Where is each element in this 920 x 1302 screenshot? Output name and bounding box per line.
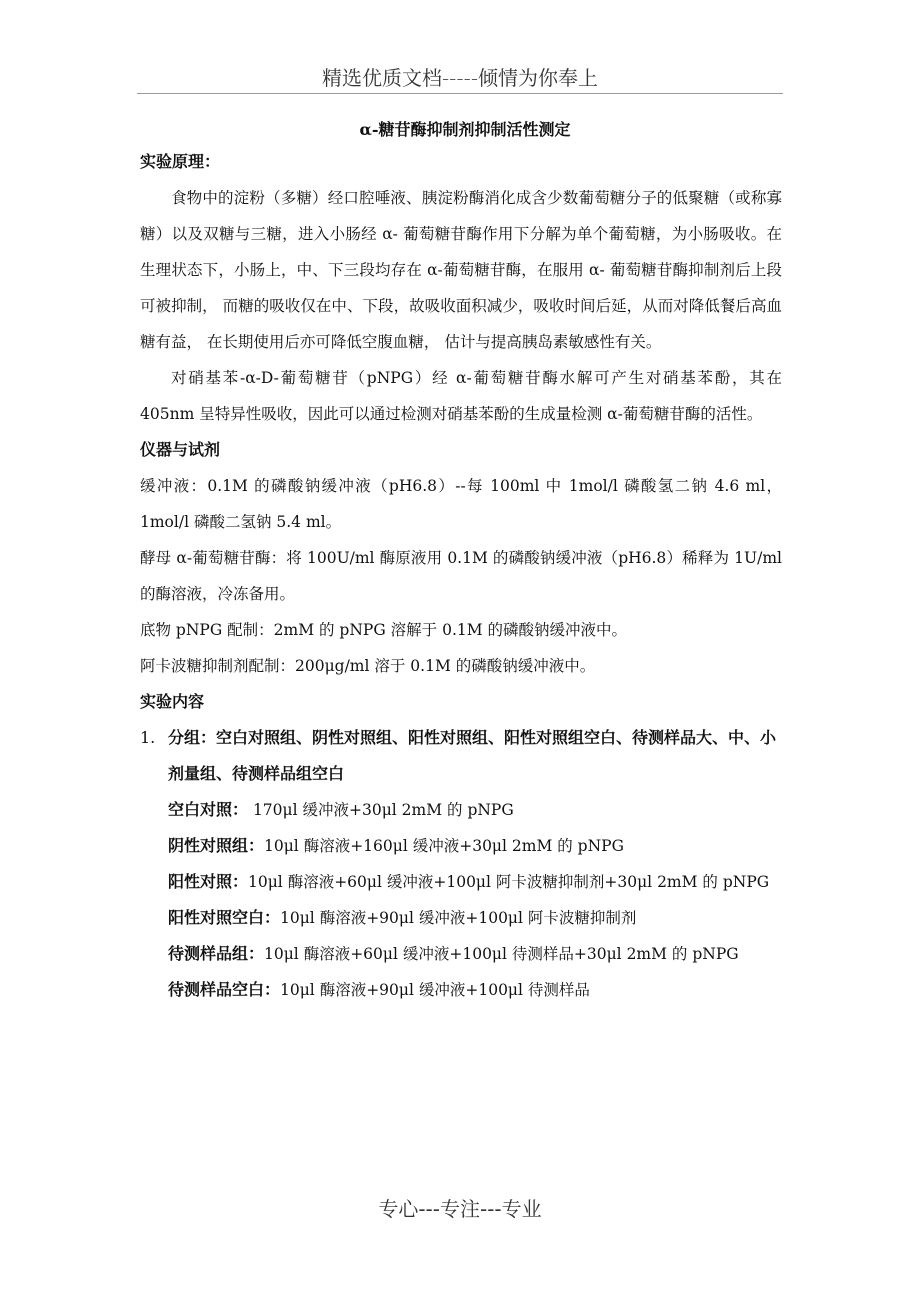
reagent-enzyme: 酵母 α-葡萄糖苷酶：将 100U/ml 酶原液用 0.1M 的磷酸钠缓冲液（pH6.8）稀释为 1U/ml 的酶溶液，冷冻备用。: [140, 549, 782, 603]
group-label: 空白对照：: [168, 800, 249, 819]
group-label: 阳性对照：: [168, 872, 249, 891]
group-recipe: 10μl 酶溶液+60μl 缓冲液+100μl 待测样品+30μl 2mM 的 pNPG: [264, 945, 739, 963]
group-recipe: 10μl 酶溶液+90μl 缓冲液+100μl 待测样品: [280, 981, 590, 999]
group-recipe: 10μl 酶溶液+90μl 缓冲液+100μl 阿卡波糖抑制剂: [280, 909, 637, 927]
principle-paragraph-2: 对硝基苯-α-D-葡萄糖苷（pNPG）经 α-葡萄糖苷酶水解可产生对硝基苯酚，其在 405nm 呈特异性吸收，因此可以通过检测对硝基苯酚的生成量检测 α-葡萄糖苷酶的活性。: [140, 369, 782, 423]
group-recipe: 10μl 酶溶液+160μl 缓冲液+30μl 2mM 的 pNPG: [264, 837, 624, 855]
reagent-inhibitor: 阿卡波糖抑制剂配制：200μg/ml 溶于 0.1M 的磷酸钠缓冲液中。: [140, 657, 596, 675]
reagent-buffer: 缓冲液：0.1M 的磷酸钠缓冲液（pH6.8）--每 100ml 中 1mol/l 磷酸氢二钠 4.6 ml，1mol/l 磷酸二氢钠 5.4 ml。: [140, 477, 782, 531]
document-body: [140, 116, 782, 1008]
group-label: 待测样品组：: [168, 944, 265, 963]
group-label: 阴性对照组：: [168, 836, 265, 855]
section-heading-principle: 实验原理：: [140, 152, 221, 171]
page-footer: 专心---专注---专业: [378, 1197, 542, 1221]
page-header: 精选优质文档-----倾情为你奉上: [321, 66, 599, 90]
step-1-text: 分组：空白对照组、阴性对照组、阳性对照组、阳性对照组空白、待测样品大、中、小剂量组、待测样品组空白: [168, 728, 777, 783]
group-blank-control: [140, 792, 782, 828]
group-recipe: 10μl 酶溶液+60μl 缓冲液+100μl 阿卡波糖抑制剂+30μl 2mM 的 pNPG: [248, 873, 770, 891]
document-title: α-糖苷酶抑制剂抑制活性测定: [359, 120, 571, 139]
group-test-sample-blank: [140, 972, 782, 1008]
group-test-sample: [140, 936, 782, 972]
section-heading-content: 实验内容: [140, 692, 205, 711]
group-recipe: 170μl 缓冲液+30μl 2mM 的 pNPG: [248, 801, 514, 819]
group-positive-control-blank: [140, 900, 782, 936]
step-number: 1.: [140, 728, 156, 747]
group-label: 阳性对照空白：: [168, 908, 281, 927]
group-positive-control: [140, 864, 782, 900]
group-negative-control: [140, 828, 782, 864]
step-1: [140, 720, 782, 792]
header-divider: [137, 93, 783, 94]
group-label: 待测样品空白：: [168, 980, 281, 999]
principle-paragraph-1: 食物中的淀粉（多糖）经口腔唾液、胰淀粉酶消化成含少数葡萄糖分子的低聚糖（或称寡糖）以及双糖与三糖，进入小肠经 α- 葡萄糖苷酶作用下分解为单个葡萄糖，为小肠吸收。在生理状态下，小肠上，中、下三段均存在 α-葡萄糖苷酶，在服用 α- 葡萄糖苷酶抑制剂后上段可被抑制， 而糖的吸收仅在中、下段，故吸收面积减少，吸收时间后延，从而对降低餐后高血糖有益， 在长期使用后亦可降低空腹血糖， 估计与提高胰岛素敏感性有关。: [140, 189, 782, 351]
reagent-substrate: 底物 pNPG 配制：2mM 的 pNPG 溶解于 0.1M 的磷酸钠缓冲液中。: [140, 621, 628, 639]
section-heading-reagents: 仪器与试剂: [140, 440, 221, 459]
